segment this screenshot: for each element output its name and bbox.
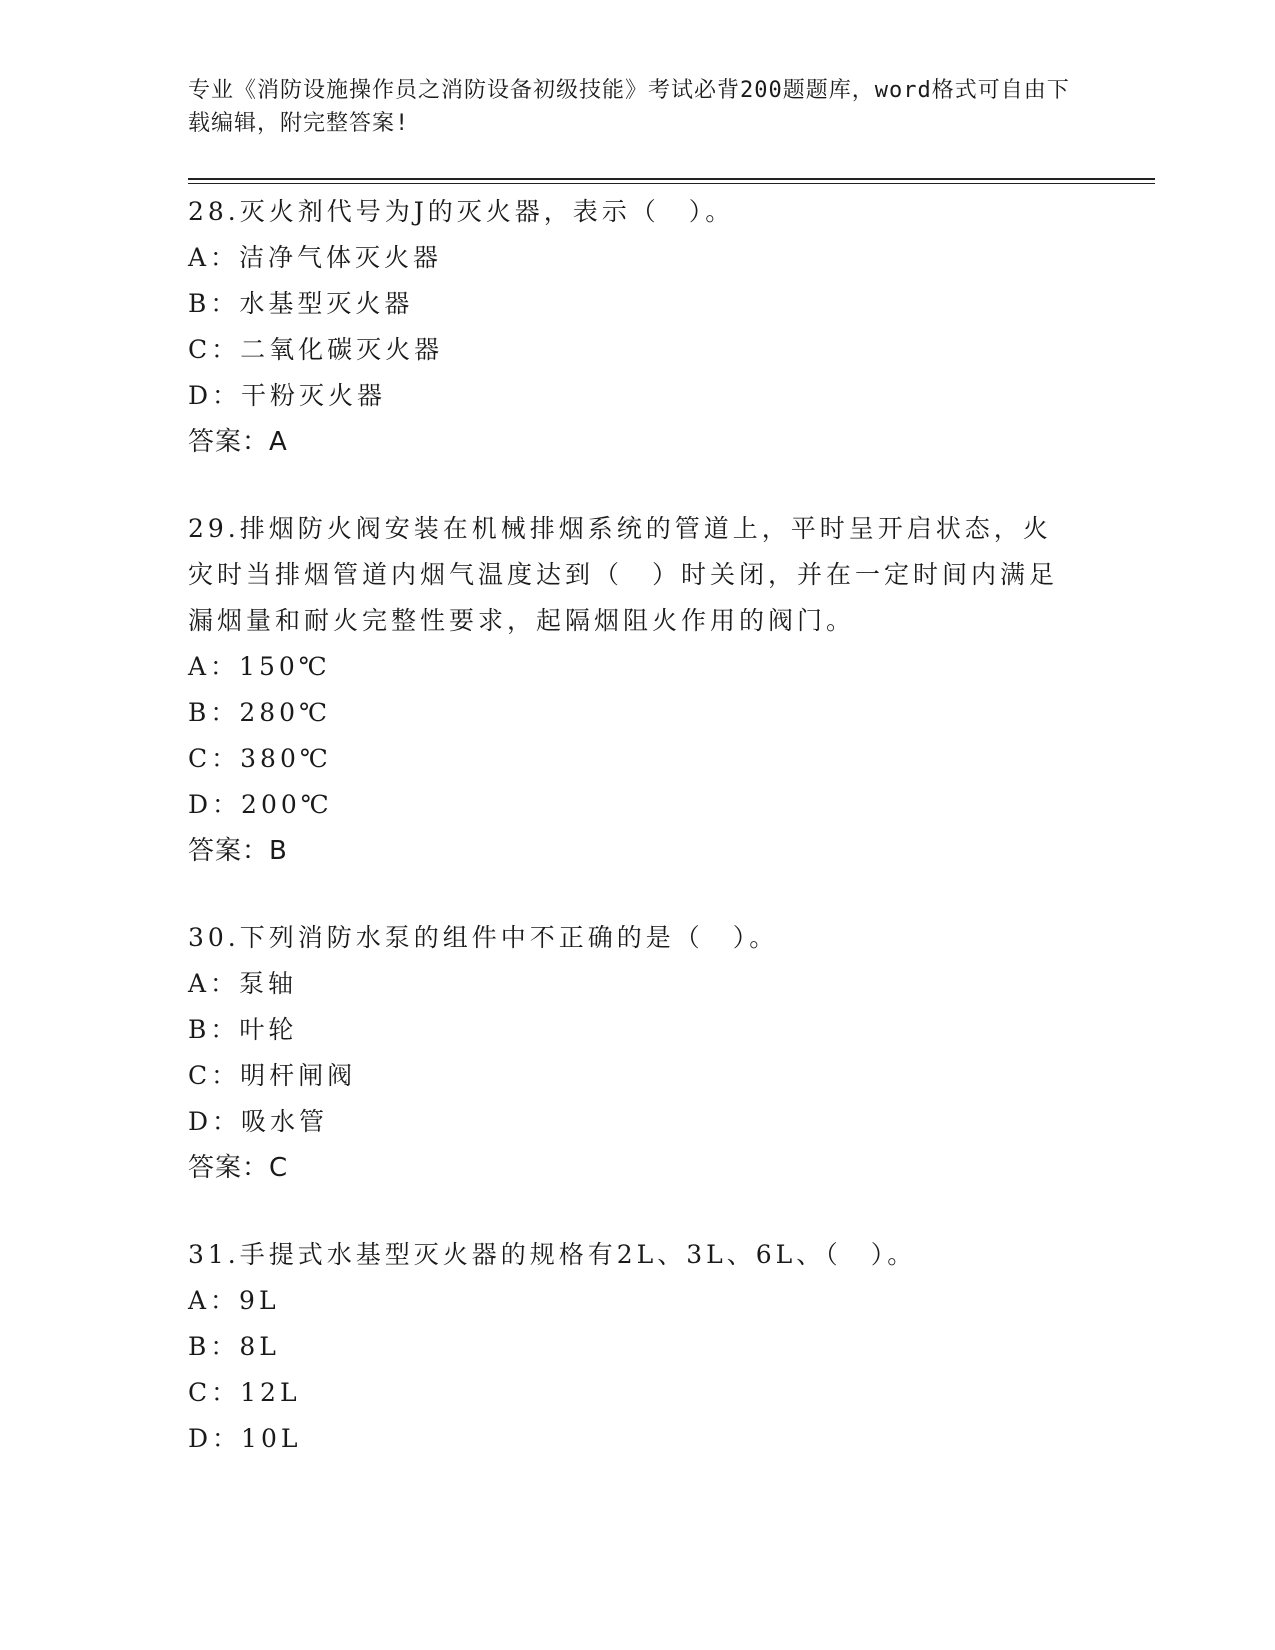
- question-28: [188, 189, 1078, 465]
- option-d: D：吸水管: [188, 1107, 329, 1136]
- option-b: B：8L: [188, 1332, 280, 1361]
- question-list: [188, 189, 1078, 1503]
- question-31: [188, 1232, 1078, 1462]
- option-d: D：200℃: [188, 790, 333, 819]
- question-30: [188, 915, 1078, 1191]
- option-c: C：明杆闸阀: [188, 1061, 357, 1090]
- question-29: [188, 506, 1078, 874]
- question-stem: 29.排烟防火阀安装在机械排烟系统的管道上，平时呈开启状态，火灾时当排烟管道内烟气温度达到（ ）时关闭，并在一定时间内满足漏烟量和耐火完整性要求，起隔烟阻火作用的阀门。: [188, 514, 1059, 635]
- option-c: C：12L: [188, 1378, 301, 1407]
- option-d: D：10L: [188, 1424, 302, 1453]
- option-a: A：150℃: [188, 652, 331, 681]
- option-b: B：水基型灭火器: [188, 289, 414, 318]
- question-stem: 31.手提式水基型灭火器的规格有2L、3L、6L、（ ）。: [188, 1240, 917, 1269]
- question-stem: 28.灭火剂代号为J的灭火器，表示（ ）。: [188, 197, 735, 226]
- option-c: C：二氧化碳灭火器: [188, 335, 444, 364]
- answer-line: 答案：B: [188, 836, 288, 866]
- question-stem: 30.下列消防水泵的组件中不正确的是（ ）。: [188, 923, 779, 952]
- document-header: 专业《消防设施操作员之消防设备初级技能》考试必背200题题库，word格式可自由下载编辑，附完整答案!: [188, 78, 1070, 136]
- option-c: C：380℃: [188, 744, 332, 773]
- option-d: D：干粉灭火器: [188, 381, 387, 410]
- header-divider-thick: [188, 178, 1155, 180]
- option-a: A：泵轴: [188, 969, 298, 998]
- answer-line: 答案：A: [188, 427, 288, 457]
- option-a: A：洁净气体灭火器: [188, 243, 443, 272]
- option-b: B：280℃: [188, 698, 332, 727]
- header-divider-thin: [188, 183, 1155, 184]
- option-a: A：9L: [188, 1286, 280, 1315]
- answer-line: 答案：C: [188, 1153, 289, 1183]
- option-b: B：叶轮: [188, 1015, 298, 1044]
